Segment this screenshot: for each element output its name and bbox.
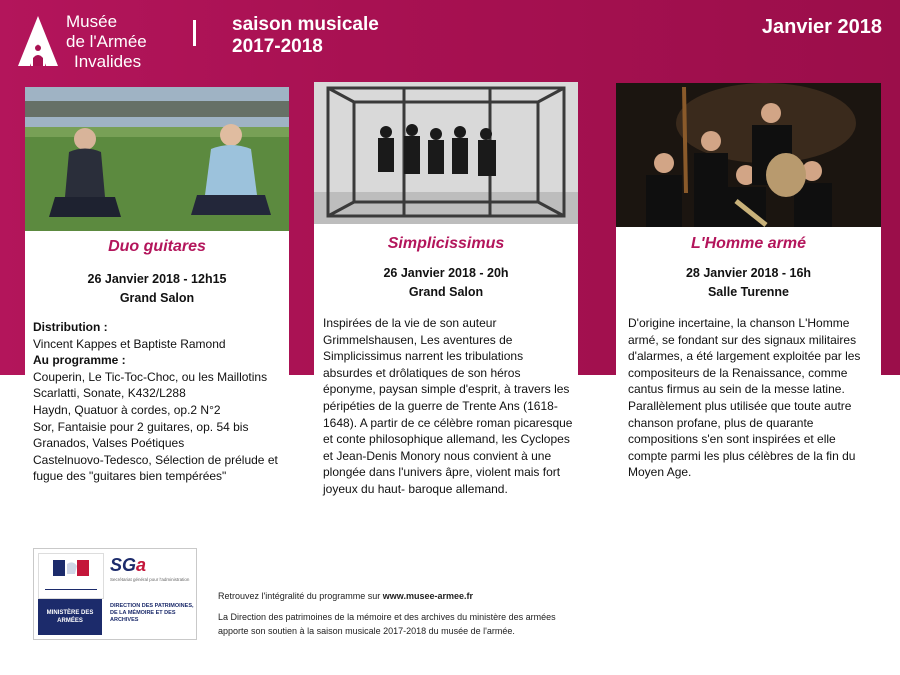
musee-armee-logo-icon xyxy=(16,14,60,68)
event-venue: Grand Salon xyxy=(408,285,484,299)
programme-item: Couperin, Le Tic-Toc-Choc, ou les Maillotins xyxy=(33,369,268,384)
event-title: L'Homme armé xyxy=(691,235,806,252)
event-photo-homme-arme xyxy=(616,83,881,227)
partner-logo xyxy=(33,548,197,640)
sga-subtitle: Secrétariat général pour l'administration xyxy=(110,577,190,582)
programme-item: Scarlatti, Sonate, K432/L288 xyxy=(33,386,186,401)
header-divider xyxy=(193,20,196,46)
museum-name-line2: de l'Armée xyxy=(66,32,147,51)
event-date-venue xyxy=(25,270,289,308)
season-title-line2: 2017-2018 xyxy=(232,36,323,57)
museum-name-line1: Musée xyxy=(66,12,118,31)
event-date: 28 Janvier 2018 - 16h xyxy=(685,266,812,280)
directorate-name: DIRECTION DES PATRIMOINES, DE LA MÉMOIRE ET DES ARCHIVES xyxy=(110,603,194,623)
footer-support-line2: apporte son soutien à la saison musicale 2017-2018 du musée de l'armée. xyxy=(218,626,515,636)
museum-name xyxy=(66,12,147,72)
event-title: Duo guitares xyxy=(108,238,206,255)
museum-name-line3: Invalides xyxy=(74,52,142,71)
republique-francaise-logo xyxy=(38,553,104,599)
season-title-line1: saison musicale xyxy=(232,14,379,35)
event-title: Simplicissimus xyxy=(387,235,505,252)
season-title xyxy=(232,14,379,58)
programme-item: Haydn, Quatuor à cordes, op.2 N°2 xyxy=(33,402,221,417)
footer-support-line1: La Direction des patrimoines de la mémoire et des archives du ministère des armées xyxy=(218,612,556,622)
footer-website-prefix: Retrouvez l'intégralité du programme sur xyxy=(218,591,383,601)
event-venue: Salle Turenne xyxy=(707,285,790,299)
event-date-venue xyxy=(314,264,578,302)
distribution-label: Distribution : xyxy=(33,320,108,334)
distribution-text: Vincent Kappes et Baptiste Ramond xyxy=(33,336,226,351)
ministry-name: MINISTÈRE DES ARMÉES xyxy=(46,610,94,624)
programme-label: Au programme : xyxy=(33,353,126,368)
month-title: Janvier 2018 xyxy=(761,16,882,38)
event-photo-simplicissimus xyxy=(314,82,578,224)
footer-website-line xyxy=(218,590,473,603)
programme-item: Granados, Valses Poétiques xyxy=(33,436,185,451)
event-photo-duo-guitares xyxy=(25,87,289,231)
event-description-homme-arme: D'origine incertaine, la chanson L'Homme armé, se fondant sur des signaux militaires d'alarmes, a été largement exploitée par les compositeurs de la Renaissance, comme cantus firmus au sein de la messe latine. Parallèlement plus utilisée que toute autre chanson profane, plus de quarante compositions s'en sont inspirées et elle compte parmi les plus célèbres de la fin du Moyen Age. xyxy=(628,316,861,480)
event-description-simplicissimus: Inspirées de la vie de son auteur Grimmelshausen, Les aventures de Simplicissimus narrent les tribulations absurdes et drôlatiques de son héros éponyme, paysan simple d'esprit, à travers les péripéties de la guerre de Trente Ans (1618-1648). A partir de ce célèbre roman picaresque et conte philosophique allemand, les Cyclopes et Jean-Denis Monory nous convient à une plongée dans l'univers âpre, violent mais fort joyeux du haut- baroque allemand. xyxy=(323,316,573,496)
ministry-block xyxy=(38,599,102,635)
marianne-flag-icon xyxy=(39,554,103,584)
event-date-venue xyxy=(616,264,881,302)
sga-logo: SGa xyxy=(110,555,147,575)
event-venue: Grand Salon xyxy=(119,291,195,305)
event-details-duo-guitares xyxy=(33,319,291,485)
website-link[interactable]: www.musee-armee.fr xyxy=(382,591,473,601)
programme-item: Castelnuovo-Tedesco, Sélection de prélude et fugue des "guitares bien tempérées" xyxy=(33,452,278,484)
programme-item: Sor, Fantaisie pour 2 guitares, op. 54 bis xyxy=(33,419,249,434)
event-date: 26 Janvier 2018 - 12h15 xyxy=(87,272,227,286)
event-date: 26 Janvier 2018 - 20h xyxy=(383,266,509,280)
